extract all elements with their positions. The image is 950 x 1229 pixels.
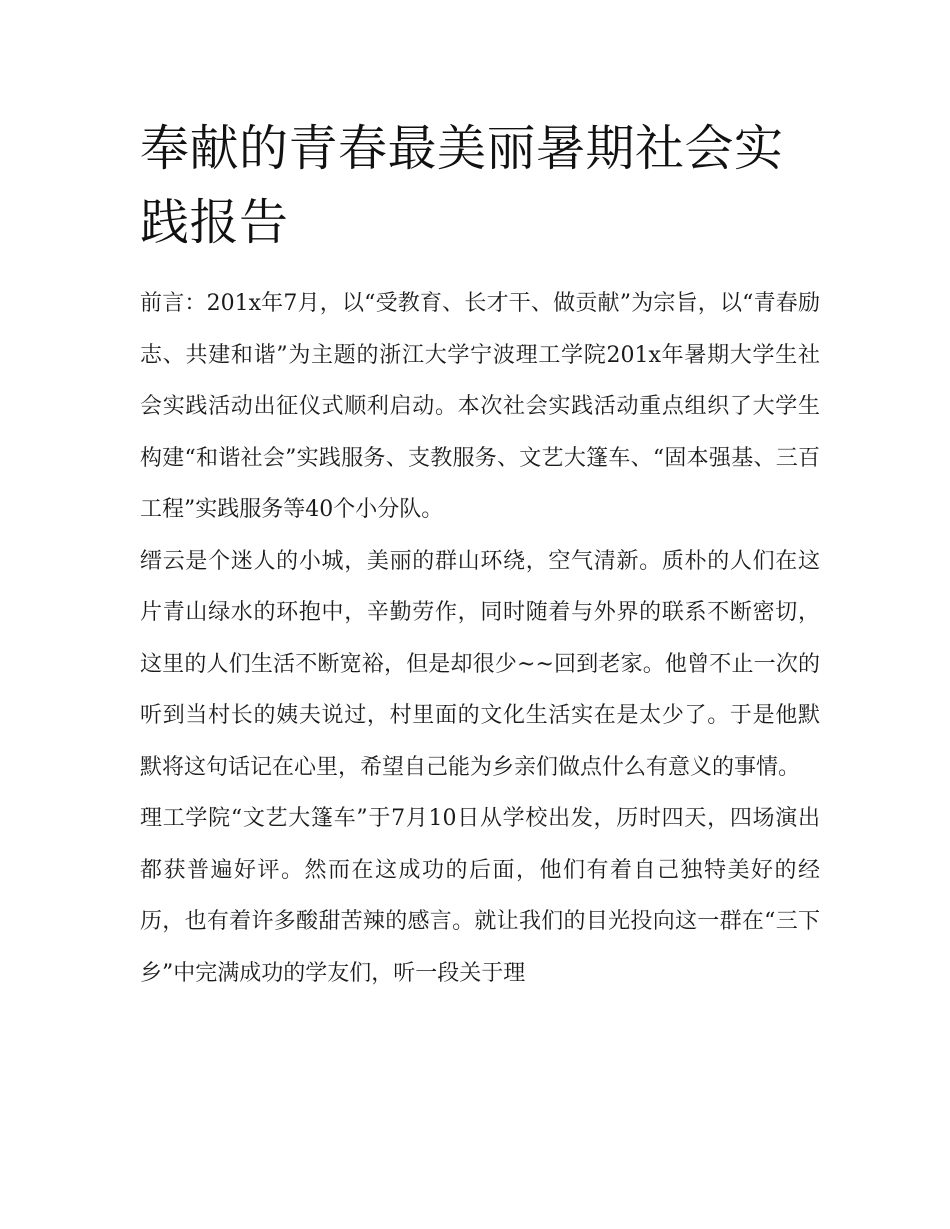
paragraph-preface: 前言：201x年7月，以“受教育、长才干、做贡献”为宗旨，以“青春励志、共建和谐”为主题的浙江大学宁波理工学院201x年暑期大学生社会实践活动出征仪式顺利启动。本次社会实践活动重点组织了大学生构建“和谐社会”实践服务、支教服务、文艺大篷车、“固本强基、三百工程”实践服务等40个小分队。 — [140, 291, 820, 522]
paragraph-art-caravan: 理工学院“文艺大篷车”于7月10日从学校出发，历时四天，四场演出都获普遍好评。然而在这成功的后面，他们有着自己独特美好的经历，也有着许多酸甜苦辣的感言。就让我们的目光投向这一群在“三下乡”中完满成功的学友们，听一段关于理 — [140, 806, 820, 986]
document-title: 奉献的青春最美丽暑期社会实践报告 — [140, 120, 784, 251]
paragraph-jinyun: 缙云是个迷人的小城，美丽的群山环绕，空气清新。质朴的人们在这片青山绿水的环抱中，辛勤劳作，同时随着与外界的联系不断密切，这里的人们生活不断宽裕，但是却很少~~回到老家。他曾不止一次的听到当村长的姨夫说过，村里面的文化生活实在是太少了。于是他默默将这句话记在心里，希望自己能为乡亲们做点什么有意义的事情。 — [140, 548, 820, 780]
document-body — [140, 278, 820, 999]
